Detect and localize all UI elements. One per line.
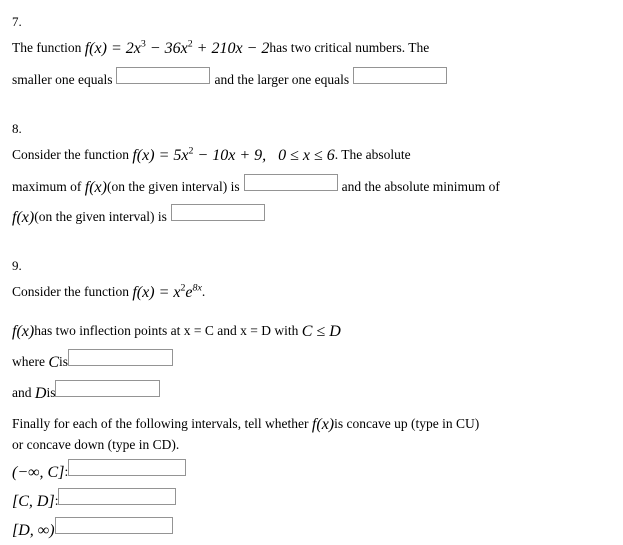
question-8-function: $f(x) = 5x^2 - 10x + 9$, 0 ≤ x ≤ 6 [132, 145, 335, 164]
question-7-function: $f(x) = 2x^3 - 36x^2 + 210x - 2$ [84, 38, 270, 57]
question-7-number: 7. [12, 14, 22, 29]
question-9-answer-d[interactable] [55, 380, 160, 397]
question-9-d-is: is [46, 384, 56, 400]
question-9-interval-2-colon: : [54, 492, 59, 508]
question-8-line-2 [12, 174, 500, 198]
question-9-interval-3-label: [D, ∞) [12, 521, 55, 539]
question-9-and-d-line [12, 380, 479, 404]
question-9-inflection-text: has two inflection points at x = C and x = D with [34, 323, 302, 339]
question-9-final-text-1-end: is concave up (type in CU) [334, 415, 480, 431]
question-9-intro: Consider the function [12, 284, 133, 299]
question-9-fx-1: f(x) [12, 323, 35, 341]
question-7-line-1 [12, 36, 447, 59]
question-9-c-symbol: C [48, 354, 60, 372]
question-9-interval-1-label: (−∞, C] [12, 463, 65, 481]
question-9-number: 9. [12, 258, 22, 273]
question-7-after-function: has two critical numbers. The [269, 40, 430, 55]
question-9-final-text-2: or concave down (type in CD). [12, 436, 180, 452]
question-9-answer-c[interactable] [68, 349, 173, 366]
question-9-block [12, 258, 479, 541]
question-8-line-3 [12, 204, 500, 228]
question-8-block [12, 121, 500, 229]
question-9-answer-interval-2[interactable] [58, 488, 176, 505]
question-9-interval-1-colon: : [64, 463, 69, 479]
question-8-min-label: and the absolute minimum of [341, 179, 500, 195]
question-8-answer-maximum[interactable] [244, 174, 338, 191]
question-8-fx-2: f(x) [12, 209, 35, 227]
question-8-line-1 [12, 143, 500, 166]
question-7-intro: The function [12, 40, 85, 55]
question-9-interval-2-row [12, 488, 479, 512]
question-9-fx-2: f(x) [311, 415, 335, 433]
question-8-answer-minimum[interactable] [171, 204, 265, 221]
question-9-and-label: and [12, 384, 35, 400]
question-7-block [12, 14, 447, 90]
question-7-answer-larger[interactable] [353, 67, 447, 84]
question-9-interval-1-row [12, 459, 479, 483]
question-9-after-function: . [201, 284, 206, 299]
question-9-final-line-2 [12, 435, 479, 455]
question-8-max-label: maximum of [12, 179, 85, 195]
question-9-line-1 [12, 280, 479, 303]
question-8-number: 8. [12, 121, 22, 136]
question-7-answer-smaller[interactable] [116, 67, 210, 84]
question-8-min-interval-text: (on the given interval) is [34, 209, 167, 225]
question-9-where-label: where [12, 354, 49, 370]
question-9-d-symbol: D [34, 384, 47, 402]
question-9-where-c-line [12, 349, 479, 373]
question-9-interval-2-label: [C, D] [12, 492, 55, 510]
question-9-final-text-1: Finally for each of the following intervals, tell whether [12, 415, 312, 431]
question-7-larger-label: and the larger one equals [214, 72, 350, 88]
question-9-final-line-1 [12, 412, 479, 435]
question-9-answer-interval-1[interactable] [68, 459, 186, 476]
question-8-after-function: . The absolute [334, 147, 411, 162]
question-7-smaller-label: smaller one equals [12, 72, 113, 88]
question-8-intro: Consider the function [12, 147, 133, 162]
question-9-c-is: is [59, 354, 69, 370]
question-9-inflection-condition: C ≤ D [301, 323, 341, 341]
question-9-inflection-line [12, 319, 479, 342]
question-9-interval-3-row [12, 517, 479, 541]
question-8-max-interval-text: (on the given interval) is [106, 179, 240, 195]
question-7-line-2 [12, 67, 447, 90]
question-9-function: $f(x) = x^2e^{8x}$ [132, 282, 202, 301]
question-8-fx-1: f(x) [84, 179, 107, 197]
question-9-answer-interval-3[interactable] [55, 517, 173, 534]
